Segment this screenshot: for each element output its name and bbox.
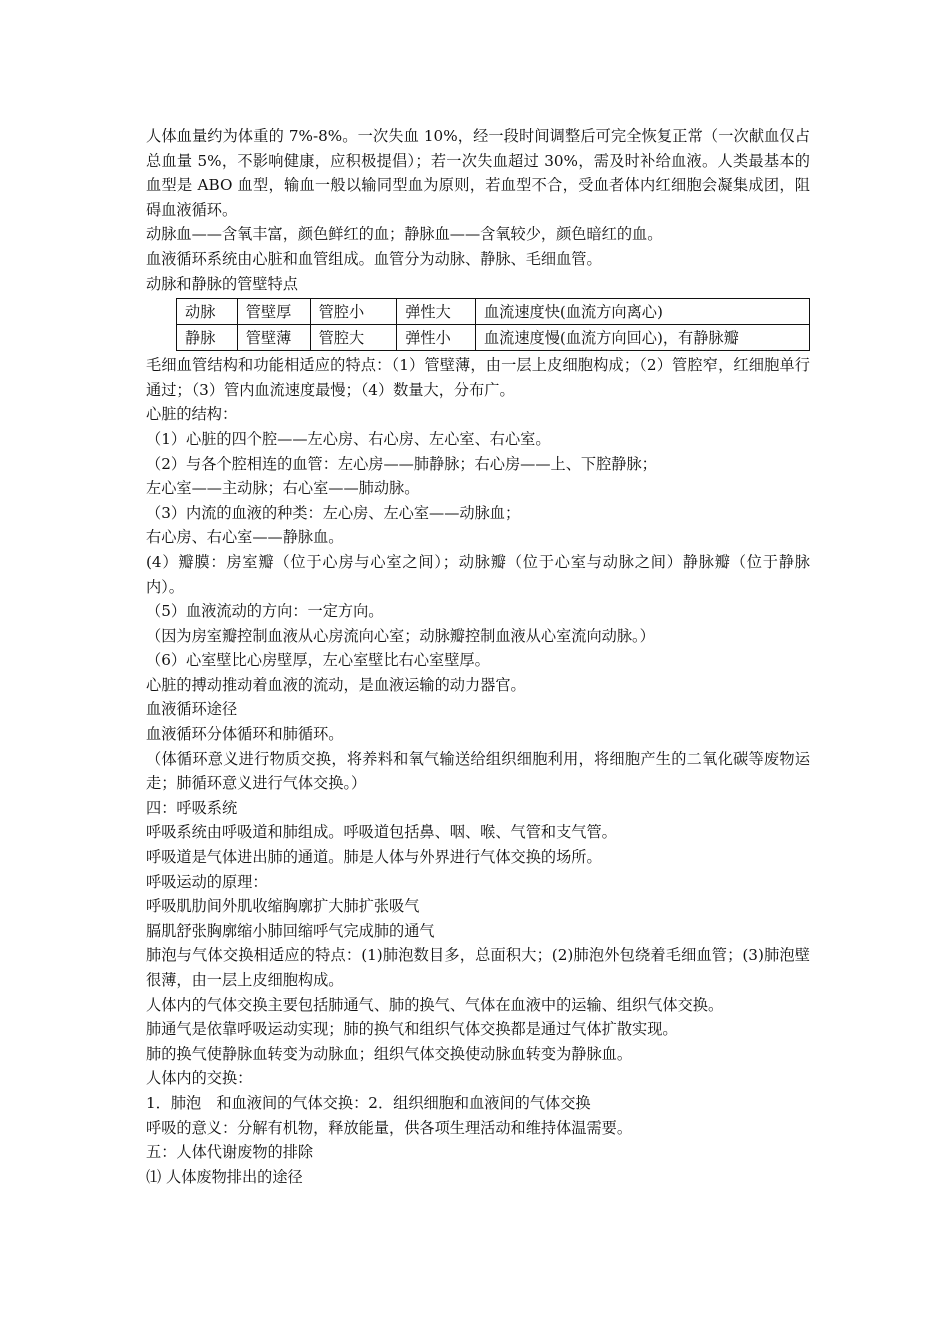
paragraph: 肺的换气使静脉血转变为动脉血；组织气体交换使动脉血转变为静脉血。: [146, 1044, 632, 1063]
paragraph: 呼吸的意义：分解有机物，释放能量，供各项生理活动和维持体温需要。: [146, 1118, 632, 1137]
table-caption: 动脉和静脉的管壁特点: [146, 274, 298, 293]
paragraph: （2）与各个腔相连的血管：左心房——肺静脉；右心房——上、下腔静脉；: [146, 454, 657, 473]
paragraph: 心脏的结构：: [146, 405, 238, 424]
table-cell: 血流速度快(血流方向离心): [475, 299, 809, 325]
paragraph: 呼吸系统由呼吸道和肺组成。呼吸道包括鼻、咽、喉、气管和支气管。: [146, 823, 617, 842]
table-cell: 动脉: [177, 299, 238, 325]
table-cell: 血流速度慢(血流方向回心)，有静脉瓣: [475, 325, 809, 351]
table-cell: 管腔小: [310, 299, 397, 325]
paragraph: 心脏的搏动推动着血液的流动，是血液运输的动力器官。: [146, 675, 526, 694]
paragraph: 血液循环系统由心脏和血管组成。血管分为动脉、静脉、毛细血管。: [146, 249, 602, 268]
table-row: [177, 325, 810, 351]
paragraph: 人体血量约为体重的 7%-8%。一次失血 10%，经一段时间调整后可完全恢复正常（一次献血仅占总血量 5%，不影响健康，应积极提倡）；若一次失血超过 30%，需及时补给血液。人类最基本的血型是 ABO 血型，输血一般以输同型血为原则，若血型不合，受血者体内红细胞会凝集成团，阻碍血液循环。: [146, 127, 810, 219]
table-cell: 静脉: [177, 325, 238, 351]
paragraph: 1．肺泡 和血液间的气体交换：2．组织细胞和血液间的气体交换: [146, 1093, 591, 1112]
paragraph: （3）内流的血液的种类：左心房、左心室——动脉血；: [146, 503, 521, 522]
table-cell: 管壁薄: [237, 325, 310, 351]
vessel-wall-table: [176, 298, 810, 351]
table-cell: 管壁厚: [237, 299, 310, 325]
document-page: [146, 124, 810, 1189]
paragraph: 呼吸肌肋间外肌收缩胸廓扩大肺扩张吸气: [146, 897, 420, 916]
paragraph: 呼吸道是气体进出肺的通道。肺是人体与外界进行气体交换的场所。: [146, 848, 602, 867]
paragraph: 呼吸运动的原理：: [146, 872, 268, 891]
paragraph: 人体内的气体交换主要包括肺通气、肺的换气、气体在血液中的运输、组织气体交换。: [146, 995, 724, 1014]
paragraph: 人体内的交换：: [146, 1069, 253, 1088]
paragraph: （5）血液流动的方向：一定方向。: [146, 602, 384, 621]
table-cell: 管腔大: [310, 325, 397, 351]
table-cell: 弹性小: [397, 325, 476, 351]
paragraph: ⑴ 人体废物排出的途径: [146, 1167, 303, 1186]
table-container: [146, 298, 810, 351]
paragraph: 毛细血管结构和功能相适应的特点：（1）管壁薄，由一层上皮细胞构成；（2）管腔窄，红细胞单行通过；（3）管内血流速度最慢；（4）数量大，分布广。: [146, 356, 810, 399]
table-cell: 弹性大: [397, 299, 476, 325]
paragraph: 膈肌舒张胸廓缩小肺回缩呼气完成肺的通气: [146, 921, 435, 940]
paragraph: 左心室——主动脉；右心室——肺动脉。: [146, 479, 420, 498]
paragraph: （因为房室瓣控制血液从心房流向心室；动脉瓣控制血液从心室流向动脉。）: [146, 626, 655, 645]
body-text: [146, 353, 810, 1189]
paragraph: （6）心室壁比心房壁厚，左心室壁比右心室壁厚。: [146, 651, 490, 670]
paragraph: （1）心脏的四个腔——左心房、右心房、左心室、右心室。: [146, 429, 551, 448]
table-row: [177, 299, 810, 325]
paragraph: 肺泡与气体交换相适应的特点：(1)肺泡数目多，总面积大；(2)肺泡外包绕着毛细血管；(3)肺泡壁很薄，由一层上皮细胞构成。: [146, 946, 810, 989]
paragraph: 血液循环途径: [146, 700, 238, 719]
paragraph: (4）瓣膜：房室瓣（位于心房与心室之间）；动脉瓣（位于心室与动脉之间）静脉瓣（位于静脉内）。: [146, 552, 810, 596]
paragraph: 右心房、右心室——静脉血。: [146, 528, 344, 547]
paragraph: 四：呼吸系统: [146, 798, 238, 817]
paragraph: （体循环意义进行物质交换，将养料和氧气输送给组织细胞利用，将细胞产生的二氧化碳等废物运走；肺循环意义进行气体交换。）: [146, 749, 810, 793]
paragraph: 血液循环分体循环和肺循环。: [146, 725, 344, 744]
paragraph: 五：人体代谢废物的排除: [146, 1143, 314, 1162]
paragraph: 动脉血——含氧丰富，颜色鲜红的血；静脉血——含氧较少，颜色暗红的血。: [146, 225, 663, 244]
paragraph: 肺通气是依靠呼吸运动实现；肺的换气和组织气体交换都是通过气体扩散实现。: [146, 1020, 678, 1039]
